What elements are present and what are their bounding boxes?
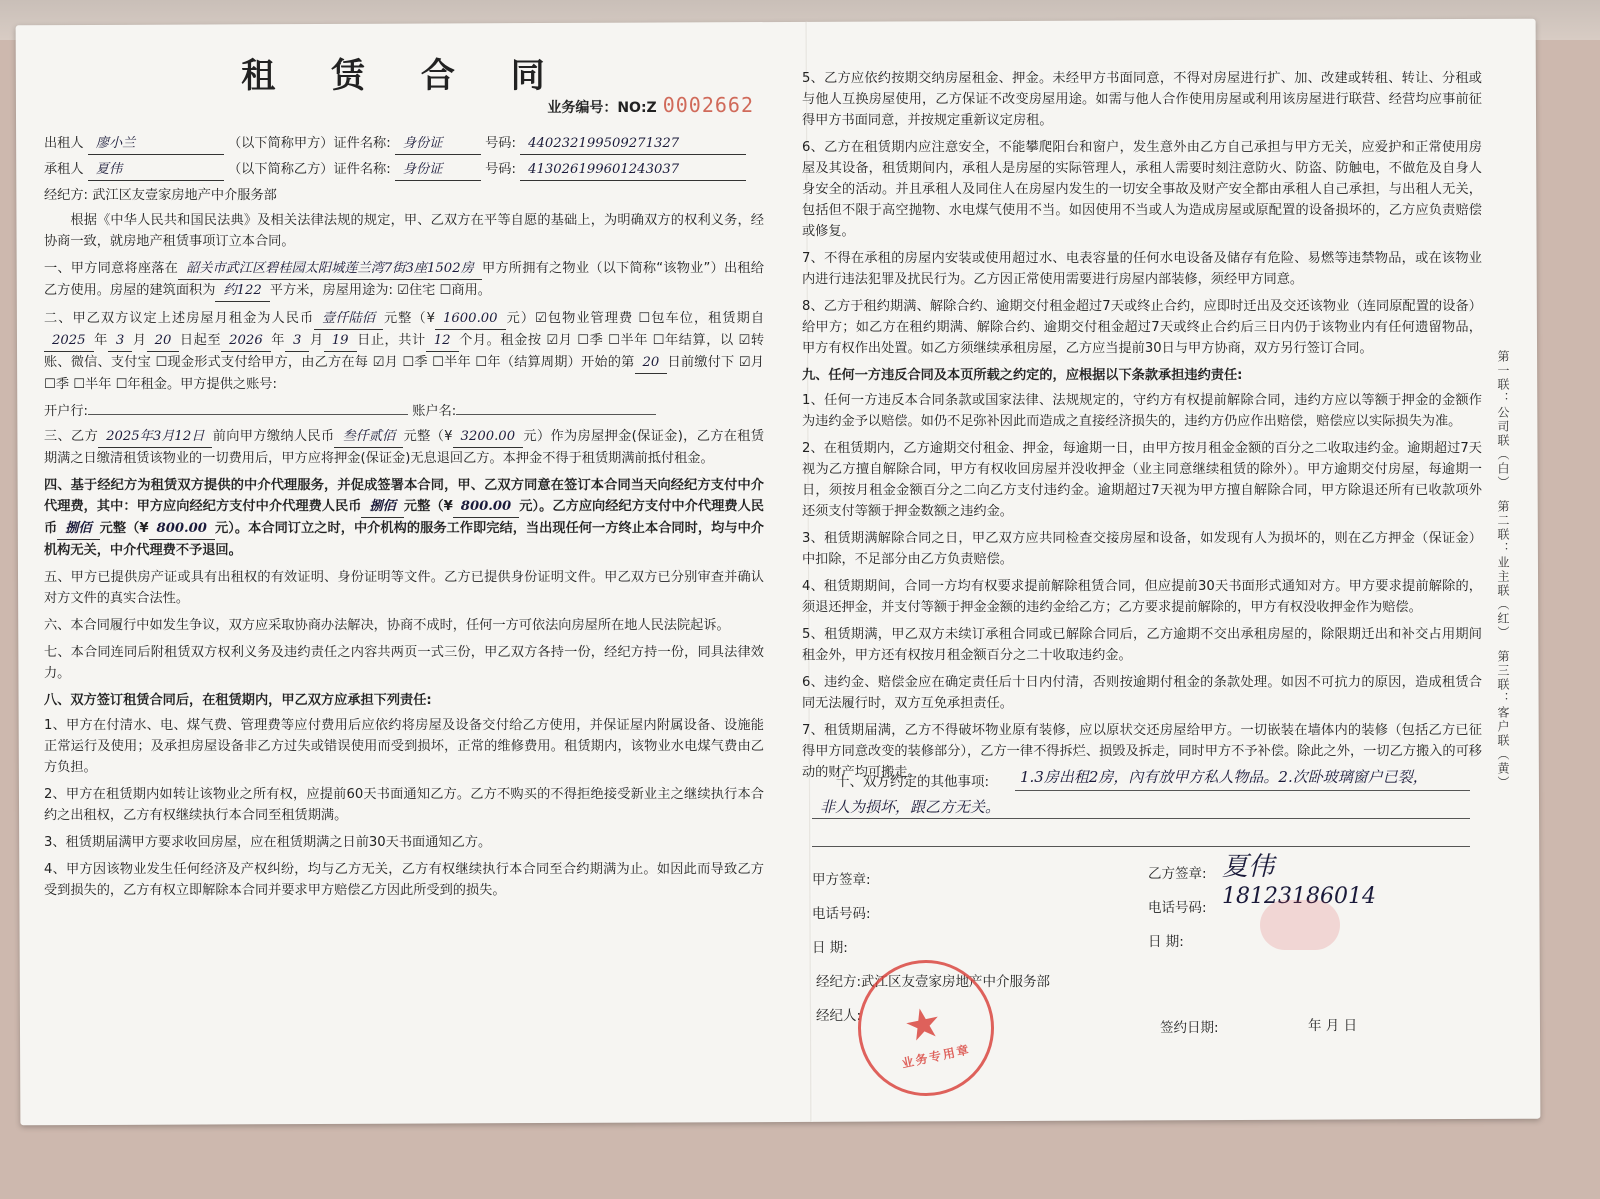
fingerprint-mark	[1260, 900, 1340, 950]
property-area: 约122	[215, 280, 269, 302]
lessor-note: （以下简称甲方）证件名称:	[227, 136, 391, 151]
clause-10-line-3	[812, 846, 1470, 847]
agent-row: 经纪方: 武江区友壹家房地产中介服务部	[44, 188, 277, 203]
sign-date-ymd: 年 月 日	[1308, 1018, 1358, 1034]
serial-value: 0002662	[662, 93, 754, 117]
party-a-seal-label: 甲方签章:	[812, 872, 871, 888]
clause-10-label: 十、双方约定的其他事项:	[836, 774, 990, 790]
clause-9-item: 7、租赁期届满，乙方不得破坏物业原有装修，应以原状交还房屋给甲方。一切嵌装在墙体内的装修（包括乙方已征得甲方同意改变的装修部分），乙方一律不得拆烂、损毁及拆走，同时甲方不予补偿。除此之外，一切乙方搬入的可移动的财产均可搬走。	[802, 723, 1482, 780]
clause-8-item: 2、甲方在租赁期内如转让该物业之所有权，应提前60天书面通知乙方。乙方不购买的不得拒绝接受新业主之继续执行本合约之出租权，乙方有权继续执行本合同至租赁期满。	[44, 787, 764, 823]
fee-a-amount: 800.00	[453, 496, 519, 518]
lessee-id-type: 身份证	[395, 159, 481, 181]
left-page	[44, 56, 764, 907]
end-year: 2026	[221, 330, 271, 352]
clause-8-item: 4、甲方因该物业发生任何经济及产权纠纷，均与乙方无关，乙方有权继续执行本合同至合约期满为止。如因此而导致乙方受到损失的，乙方有权立即解除本合同并要求甲方赔偿乙方因此所受到的损失。	[44, 862, 764, 898]
deposit-date: 2025年3月12日	[98, 426, 212, 448]
lessor-name: 廖小兰	[88, 133, 224, 155]
serial-number	[44, 95, 754, 119]
bank-label: 开户行:	[44, 404, 89, 419]
lessee-label: 承租人	[44, 162, 84, 177]
serial-label: 业务编号：NO:Z	[547, 100, 657, 116]
clause-8-title: 八、双方签订租赁合同后，在租赁期内，甲乙双方应承担下列责任:	[44, 693, 432, 708]
deposit-amount: 3200.00	[453, 426, 524, 448]
party-b-phone: 18123186014	[1222, 884, 1376, 909]
clause-10-handwriting-1: 1.3房出租2房，內有放甲方私人物品。2.次卧玻璃窗户已裂，	[1020, 768, 1428, 786]
rent-amount: 1600.00	[435, 308, 506, 330]
party-b-signature: 夏伟	[1222, 852, 1275, 882]
clause-9-item: 2、在租赁期内，乙方逾期交付租金、押金，每逾期一日，由甲方按月租金金额的百分之二收取违约金。逾期超过7天视为乙方擅自解除合同，甲方有权收回房屋并没收押金（业主同意继续租赁的除外）。甲方逾期交付房屋，每逾期一日，须按月租金金额百分之二向乙方支付违约金。逾期超过7天视为甲方擅自解除合同，甲方除退还所有已收款项外还须支付等额于押金数额之违约金。	[802, 441, 1482, 519]
clause-8-item: 1、甲方在付清水、电、煤气费、管理费等应付费用后应依约将房屋及设备交付给乙方使用，并保证屋内附属设备、设施能正常运行及使用；及承担房屋设备非乙方过失或错误使用而受到损坏，正常的维修费用。租赁期内，该物业水电煤气费由乙方负担。	[44, 718, 764, 775]
lessor-no-label: 号码:	[485, 136, 516, 151]
copy-label-1: 第一联：公司联（白）	[1496, 350, 1510, 490]
clause-4	[44, 475, 764, 561]
clause-8-item: 3、租赁期届满甲方要求收回房屋，应在租赁期满之日前30天书面通知乙方。	[44, 835, 492, 850]
sign-date-label: 签约日期:	[1160, 1020, 1219, 1036]
clause-4-text-b2: 元整（¥	[99, 521, 149, 536]
clause-2-text-a: 二、甲乙双方议定上述房屋月租金为人民币	[44, 311, 315, 326]
bank-row	[44, 401, 764, 422]
clause-4-text-c: 元）。乙方应向经纪方支付中介代理费人民币	[44, 499, 764, 536]
party-b-phone-label: 电话号码:	[1148, 900, 1207, 916]
clause-1	[44, 258, 764, 302]
party-b-date-label: 日 期:	[1148, 934, 1184, 950]
clause-2-text-c: 元）☑包物业管理费 ☐包车位，租赁期自	[505, 311, 765, 326]
clause-9-item: 6、违约金、赔偿金应在确定责任后十日内付清，否则按逾期付租金的条款处理。如因不可抗力的原因，造成租赁合同无法履行时，双方互免承担责任。	[802, 675, 1482, 711]
end-month: 3	[285, 330, 309, 352]
clause-4-text-b: 元整（¥	[403, 499, 453, 514]
end-day: 19	[324, 330, 357, 352]
clause-1-text-b: 甲方所拥有之物业（以下简称“该物业”）出租给乙方使用。房屋的建筑面积为	[44, 261, 764, 298]
clause-8-item: 7、不得在承租的房屋内安装或使用超过水、电表容量的任何水电设备及储存有危险、易燃等违禁物品，或在该物业内进行违法犯罪及扰民行为。乙方因正常使用需要进行房屋内部装修，须经甲方同意。	[802, 251, 1482, 287]
start-month: 3	[108, 330, 132, 352]
lessor-row	[44, 133, 764, 155]
lessee-id-number: 413026199601243037	[520, 159, 746, 181]
clause-1-text-a: 一、甲方同意将座落在	[44, 261, 179, 276]
clause-6: 六、本合同履行中如发生争议，双方应采取协商办法解决，协商不成时，任何一方可依法向房屋所在地人民法院起诉。	[44, 618, 730, 633]
agent-label: 经纪方:武江区友壹家房地产中介服务部	[816, 974, 1051, 990]
clause-3-text-d: 元）作为房屋押金(保证金)，乙方在租赁期满之日缴清租赁该物业的一切费用后，甲方应将押金(保证金)无息退回乙方。本押金不得于租赁期满前抵付租金。	[44, 429, 765, 466]
start-day: 20	[147, 330, 180, 352]
clause-8-item: 8、乙方于租约期满、解除合约、逾期交付租金超过7天或终止合约，应即时迁出及交还该物业（连同原配置的设备）给甲方；如乙方在租约期满、解除合约、逾期交付租金超过7天或终止合约后三日内仍于该物业内有任何遗留物品，甲方有权作出处置。如乙方须继续承租房屋，乙方应当提前30日与甲方协商，双方另行签订合同。	[802, 299, 1482, 356]
star-icon: ★	[899, 996, 947, 1052]
lessor-id-number: 440232199509271327	[520, 133, 746, 155]
party-a-date-label: 日 期:	[812, 940, 848, 956]
lessee-row	[44, 159, 764, 181]
clause-10-handwriting-2: 非人为损坏，跟乙方无关。	[820, 798, 1001, 816]
clause-7: 七、本合同连同后附租赁双方权利义务及违约责任之内容共两页一式三份，甲乙双方各持一份，经纪方持一份，同具法律效力。	[44, 645, 764, 681]
lease-months: 12	[426, 330, 459, 352]
broker-label: 经纪人:	[816, 1008, 862, 1024]
clause-1-text-c: 平方米，房屋用途为: ☑住宅 ☐商用。	[269, 283, 491, 298]
right-page	[802, 66, 1482, 789]
clause-2-text-f: 个月。租金按 ☑月 ☐季 ☐半年 ☐年结算，以 ☑转账、微信、支付宝 ☐现金形式支付给甲方，由乙方在每 ☑月 ☐季 ☐半年 ☐年（结算周期）开始的第	[44, 333, 765, 370]
stamp-text: 业务专用章	[900, 1042, 972, 1071]
clause-3-text-a: 三、乙方	[44, 429, 99, 444]
clause-10-line-1	[1015, 790, 1470, 791]
rent-amount-chinese: 壹仟陆佰	[314, 308, 383, 330]
clause-9-item: 3、租赁期满解除合同之日，甲乙双方应共同检查交接房屋和设备，如发现有人为损坏的，则在乙方押金（保证金）中扣除，不足部分由乙方负责赔偿。	[802, 531, 1482, 567]
payment-day: 20	[635, 352, 668, 374]
clause-3-text-c: 元整（¥	[403, 429, 453, 444]
clause-9-item: 1、任何一方违反本合同条款或国家法律、法规规定的，守约方有权提前解除合同，违约方应以等额于押金的金额作为违约金予以赔偿。如仍不足弥补因此而造成之直接经济损失的，违约方仍应作出赔偿，赔偿应以实际损失为准。	[802, 393, 1482, 429]
start-year: 2025	[44, 330, 94, 352]
copy-label-3: 第三联：客户联（黄）	[1496, 650, 1510, 790]
deposit-chinese: 叁仟贰佰	[334, 426, 403, 448]
clause-9-title: 九、任何一方违反合同及本页所载之约定的，应根据以下条款承担违约责任:	[802, 368, 1243, 383]
account-name-label: 账户名:	[412, 404, 457, 419]
clause-4-text-d: 元）。本合同订立之时，中介机构的服务工作即完结，当出现任何一方终止本合同时，均与中介机构无关，中介代理费不予退回。	[44, 521, 764, 558]
party-a-phone-label: 电话号码:	[812, 906, 871, 922]
lessee-name: 夏伟	[88, 159, 224, 181]
clause-2-text-d: 日起至	[179, 333, 222, 348]
clause-2-text-e: 日止，共计	[356, 333, 426, 348]
lessee-no-label: 号码:	[485, 162, 516, 177]
preamble: 根据《中华人民共和国民法典》及相关法律法规的规定，甲、乙双方在平等自愿的基础上，为明确双方的权利义务，经协商一致，就房地产租赁事项订立本合同。	[44, 213, 764, 249]
clause-9-item: 5、租赁期满，甲乙双方未续订承租合同或已解除合同后，乙方逾期不交出承租房屋的，除限期迁出和补交占用期间租金外，甲方还有权按月租金额百分之二十收取违约金。	[802, 627, 1482, 663]
fee-b-chinese: 捌佰	[57, 518, 99, 540]
clause-5: 五、甲方已提供房产证或具有出租权的有效证明、身份证明等文件。乙方已提供身份证明文件。甲乙双方已分别审查并确认对方文件的真实合法性。	[44, 570, 764, 606]
clause-9-item: 4、租赁期期间，合同一方均有权要求提前解除租赁合同，但应提前30天书面形式通知对方。甲方要求提前解除的，须退还押金，并支付等额于押金金额的违约金给乙方；乙方要求提前解除的，甲方有权没收押金作为赔偿。	[802, 579, 1482, 615]
party-b-seal-label: 乙方签章:	[1148, 866, 1207, 882]
fee-b-amount: 800.00	[149, 518, 215, 540]
clause-2-text-g: 日前缴付下 ☑月 ☐季 ☐半年 ☐年租金。甲方提供之账号:	[44, 355, 764, 392]
copy-label-2: 第二联：业主联（红）	[1496, 500, 1510, 640]
clause-8-item: 5、乙方应依约按期交纳房屋租金、押金。未经甲方书面同意，不得对房屋进行扩、加、改建或转租、转让、分租或与他人互换房屋使用，乙方保证不改变房屋用途。如需与他人合作使用房屋或利用该房屋进行联营、经营均应事前征得甲方书面同意，并按规定重新议定房租。	[802, 71, 1482, 128]
clause-2: 二、甲乙双方议定上述房屋月租金为人民币 壹仟陆佰 元整（¥ 1600.00 元）☑包物业管理费 ☐包车位，租赁期自2025 年 3 月 20 日起至 2026 年 3 月 19 日止，共计 12 个月。租金按 ☑月 ☐季 ☐半年 ☐年结算，以 ☑转账、微信、支付宝 ☐现金形式支付给甲方，由乙方在每 ☑月 ☐季 ☐半年 ☐年（结算周期）开始的第 20 日前缴付下 ☑月 ☐季 ☐半年 ☐年租金。甲方提供之账号:	[44, 308, 764, 395]
clause-3	[44, 426, 764, 469]
clause-2-text-b: 元整（¥	[382, 311, 436, 326]
clause-4-text-a: 四、基于经纪方为租赁双方提供的中介代理服务，并促成签署本合同，甲、乙双方同意在签订本合同当天向经纪方支付中介代理费，其中：甲方应向经纪方支付中介代理费人民币	[44, 478, 764, 514]
lessee-note: （以下简称乙方）证件名称:	[227, 162, 391, 177]
clause-3-text-b: 前向甲方缴纳人民币	[212, 429, 335, 444]
clause-10-line-2	[812, 818, 1470, 819]
contract-title: 租 赁 合 同	[241, 56, 567, 96]
clause-8-item: 6、乙方在租赁期内应注意安全，不能攀爬阳台和窗户，发生意外由乙方自己承担与甲方无关，应爱护和正常使用房屋及其设备，租赁期间内，承租人是房屋的实际管理人，承租人需要时刻注意防火、防盗、防触电，不做危及自身人身安全的活动。并且承租人及同住人在房屋内发生的一切安全事故及财产安全都由承租人自己承担，与出租人无关，包括但不限于高空抛物、水电煤气使用不当。如因使用不当或人为造成房屋或原配置的设备损坏的，乙方应负责赔偿或修复。	[802, 140, 1482, 239]
lessor-id-type: 身份证	[395, 133, 481, 155]
property-address: 韶关市武江区碧桂园太阳城莲兰湾7街3座1502房	[178, 258, 482, 280]
fee-a-chinese: 捌佰	[361, 496, 403, 518]
lessor-label: 出租人	[44, 136, 84, 151]
